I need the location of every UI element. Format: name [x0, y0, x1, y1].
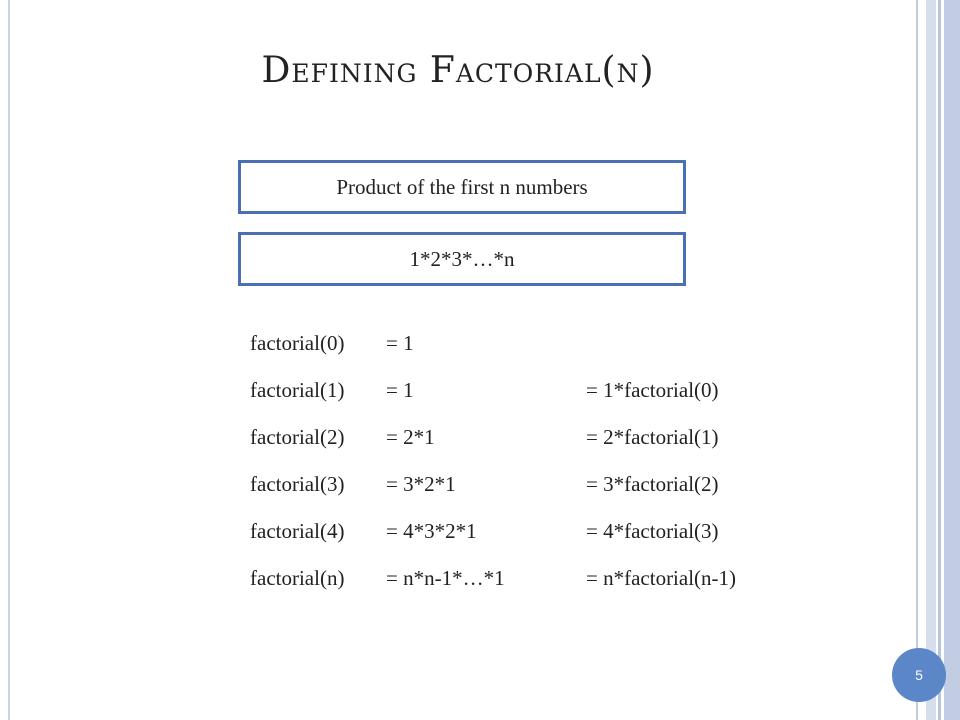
expansion-text: = 4*3*2*1: [386, 519, 477, 543]
definition-box: [238, 160, 686, 214]
recursive-text: = 3*factorial(2): [586, 472, 719, 496]
recursive-text: = n*factorial(n-1): [586, 566, 737, 590]
page-number: 5: [915, 667, 923, 683]
expansion-text: = 1: [386, 378, 414, 402]
call-text: factorial(2): [250, 425, 345, 449]
call-text: factorial(1): [250, 378, 345, 402]
slide-frame-left-line: [8, 0, 10, 720]
call-text: factorial(0): [250, 331, 345, 355]
recursive-text: = 4*factorial(3): [586, 519, 719, 543]
expansion-text: = 2*1: [386, 425, 435, 449]
formula-box: [238, 232, 686, 286]
band-stripe: [944, 0, 960, 720]
call-text: factorial(4): [250, 519, 345, 543]
call-text: factorial(3): [250, 472, 345, 496]
recursive-text: = 1*factorial(0): [586, 378, 719, 402]
band-stripe: [916, 0, 918, 720]
call-text: factorial(n): [250, 566, 345, 590]
page-number-badge: [892, 648, 946, 702]
formula-text: 1*2*3*…*n: [409, 246, 515, 271]
expansion-text: = n*n-1*…*1: [386, 566, 505, 590]
slide-decorative-band: [916, 0, 960, 720]
expansion-text: = 3*2*1: [386, 472, 456, 496]
slide-title: Defining Factorial(n): [261, 50, 655, 91]
definition-text: Product of the first n numbers: [336, 174, 588, 199]
expansion-text: = 1: [386, 331, 414, 355]
band-stripe: [926, 0, 936, 720]
band-stripe: [938, 0, 941, 720]
recursive-text: = 2*factorial(1): [586, 425, 719, 449]
